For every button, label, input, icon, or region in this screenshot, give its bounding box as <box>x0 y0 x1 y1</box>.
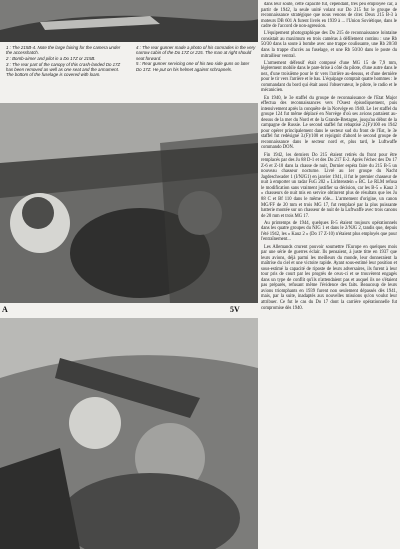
captions-left-column <box>6 45 126 78</box>
page-mark-left: A <box>2 305 8 314</box>
photo-aircraft-fairing <box>0 0 258 42</box>
page-mark-right: 5V <box>230 305 240 314</box>
photo-cockpit-crew <box>0 103 258 303</box>
article-paragraph: L'armement défensif était composé d'une MG 15 de 7,9 mm, légèrement mobile dans le pare-brise à côté du pilote, d'une autre dans le nez, d'une troisième pour le tir vers l'arrière au-dessus, et d'une dernière pour le tir vers l'arrière et le bas. L'équipage comptait quatre hommes : le commandant du bord qui était aussi l'observateur, le pilote, le radio et le mécanicien. <box>261 60 397 94</box>
article-paragraph: dans leur soute, cette capacité fut, cependant, très peu employée car, à partir de 1942, la seule unité volant sur Do 215 fut le groupe de reconnaissance stratégique que nous venons de citer. Deux 215 B-3 à moteurs DB 601 A furent livrés en 1939 à ... l'Union Soviétique, dans le cadre de l'accord de non-agression. <box>261 2 397 30</box>
caption-1: 1 : The 215B-4. Note the large fairing for the camera under the accesshatch. <box>6 45 121 56</box>
article-paragraph: L'équipement photographique des Do 215 de reconnaissance lointaine consistait au maximum en trois caméras à défilement continu : une Rb 50/30 dans la soute à bombe avec une trappe coulissante, une Rb 20/30 dans la trappe d'accès au fuselage, et une Rb 50/30 dans le poste du mitrailleur ventral. <box>261 31 397 59</box>
article-paragraph: Fin 1942, les derniers Do 215 étaient retirés du front pour être remplacés par des Ju 88 D-1 et des Do 217 E-2. Après l'échec des Do 17 Z-6 et Z-10 dans la chasse de nuit, Dornier espéra faire du 215 B-5 un nouveau chasseur nocturne. Livré au 1er groupe du Nacht Jagdeschwader 1 (I/NJG1) en janvier 1941, il fut le premier chasseur de nuit à emporter un radar FuG 202 « Lichtenstein » BC. Le RLM refusa le modification sans vraiment justifier sa décision, car les B-5 « Kauz 3 » chasseurs de nuit mis en service obtinrent plus de résultats que les Ju 88 C et Bf 110 dans le même rôle... L'armement d'origine, un canon MG/FF de 20 mm et trois MG 17, fut remplacé par la plus puissante batterie montée sur un chasseur de nuit de la Luftwaffe avec trois canons de 20 mm et trois MG 17. <box>261 152 397 219</box>
photo-3-image <box>0 318 258 549</box>
caption-4: 4 : The rear gunner made a photo of his comrades in the very narrow cabin of the Do 17Z or 215. The man at right should seat forward. <box>136 45 256 61</box>
photo-captions <box>6 45 258 101</box>
article-paragraph: Au printemps de 1944, quelques B-5 étaient toujours opérationnels dans les quatre groupes du NJG 1 et dans le 2/NJG 2, tandis que, depuis l'été 1942, les « Kauz 2 » (Do 17 Z-10) n'étaient plus employés que pour l'entraînement... <box>261 220 397 243</box>
photo-1-image <box>0 0 258 42</box>
article-paragraph: En 1940, le 3e staffel du groupe de reconnaissance de l'Etat Major effectua des reconnaissances vers l'Ouest épisodiquement, puis intensivement après la conquête de la Norvège en 1940. Le 1er staffel du groupe 124 fut même déplacé en Norvège d'où ses avions partaient au-dessus de la mer du Nord et de la Grande-Bretagne, jusqu'au début de la campagne de Russie. Le second staffel fut rebaptisé 2.(F)/100 en 1942 pour opérer principalement dans le secteur sud du front de l'Est, le 3e staffel fut redésigné 3.(F)/100 et rejoignit d'abord le second groupe de reconnaissance dans le secteur nord et, plus tard, le Luftwaffe commando DON. <box>261 95 397 151</box>
caption-3: 3 : The rear part of the canopy of this crash-landed Do 17Z has been removed as well as one seat and the armament. The bottom of the fuselage is covered with loam. <box>6 61 121 78</box>
article-text <box>261 2 397 547</box>
article-paragraph: Les Allemands crurent pouvoir soumettre l'Europe en quelques mois par une série de guerres éclair. Ils pensaient, à juste titre en 1937 que leurs avions, déjà parmi les meilleurs du monde, leur donneraient la maîtrise du ciel et une victoire rapide. Ayant sous-estimé leur position et sous-estimé la capacité de riposte de leurs adversaires, ils furent à leur tour pris de court par les progrès de ceux-ci et se trouvèrent engagés dans un type de conflit qu'ils n'attendaient pas et auquel ils ne s'étaient pas préparés, refusant même l'évidence des faits. Beaucoup de leurs avions triomphants en 1939 furent non seulement dépassés dès 1941, mais, par la suite, inadaptés aux nouvelles missions qu'on voulut leur attribuer. Ce fut le cas du Do 17 dont la carrière opérationnelle fut compromise dès 1940. <box>261 244 397 311</box>
captions-right-column <box>136 45 256 72</box>
caption-2: 2 : Bomb-aimer and pilot in a Do 17Z or 215B. <box>6 56 96 62</box>
caption-5: 5 : Rear gunner servicing one of his two side guns on later Do 17Z. He put on his helmet against schrapnels. <box>136 61 250 72</box>
photo-2-image <box>0 103 258 303</box>
photo-rear-gunner <box>0 318 258 549</box>
